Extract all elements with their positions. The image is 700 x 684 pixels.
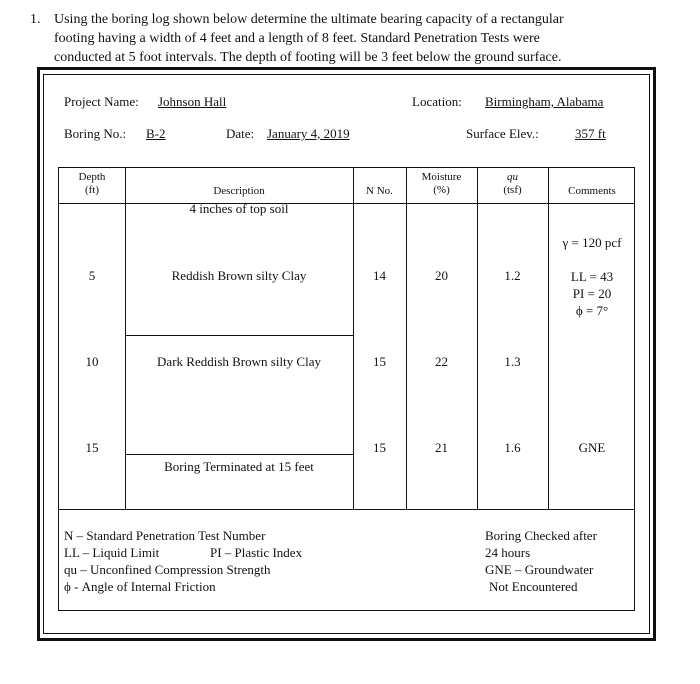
- depth-header-label: Depth: [78, 171, 106, 183]
- n-header: N No.: [366, 185, 393, 197]
- legend-qu: qu – Unconfined Compression Strength: [64, 562, 271, 577]
- row-n: 14: [373, 268, 386, 283]
- project-value: Johnson Hall: [158, 94, 227, 109]
- qu-header-label: qu: [507, 171, 518, 183]
- question-line-3: conducted at 5 foot intervals. The depth of footing will be 3 feet below the ground surface.: [54, 50, 562, 65]
- row-n: 15: [373, 354, 386, 369]
- legend-checked-line-2: 24 hours: [485, 545, 531, 560]
- legend-n: N – Standard Penetration Test Number: [64, 528, 266, 543]
- layer-boundary: [125, 335, 353, 336]
- row-qu: 1.2: [504, 268, 521, 283]
- date-label: Date:: [226, 126, 255, 141]
- comment-friction-angle: ϕ = 7°: [575, 303, 609, 318]
- legend-ll: LL – Liquid Limit: [64, 545, 160, 560]
- question-line-2: footing having a width of 4 feet and a length of 8 feet. Standard Penetration Tests were: [54, 31, 540, 46]
- boring-log-table: [58, 167, 635, 510]
- moisture-header-unit: (%): [433, 184, 450, 196]
- surface-elev-label: Surface Elev.:: [466, 126, 539, 141]
- col-divider: [406, 168, 407, 509]
- comment-liquid-limit: LL = 43: [570, 269, 614, 284]
- project-label: Project Name:: [64, 94, 139, 109]
- topsoil-description: 4 inches of top soil: [189, 201, 289, 216]
- question-number: 1.: [30, 12, 41, 27]
- col-divider: [548, 168, 549, 509]
- question-line-1: Using the boring log shown below determine the ultimate bearing capacity of a rectangular: [54, 12, 564, 27]
- description-header: Description: [213, 185, 265, 197]
- legend-gne-line-1: GNE – Groundwater: [485, 562, 594, 577]
- row-qu: 1.3: [504, 354, 521, 369]
- location-value: Birmingham, Alabama: [485, 94, 604, 109]
- legend-phi: ϕ - Angle of Internal Friction: [64, 579, 216, 594]
- legend-box: [58, 510, 635, 611]
- row-depth: 10: [85, 354, 99, 369]
- date-value: January 4, 2019: [267, 126, 350, 141]
- layer-boundary: [125, 454, 353, 455]
- legend-checked-line-1: Boring Checked after: [485, 528, 597, 543]
- legend-pi: PI – Plastic Index: [210, 545, 303, 560]
- col-divider: [353, 168, 354, 509]
- row-depth: 5: [88, 268, 96, 283]
- qu-header: [477, 171, 548, 197]
- boring-value: B-2: [146, 126, 166, 141]
- depth-header: [59, 171, 125, 197]
- comments-header: Comments: [568, 185, 616, 197]
- row-moisture: 20: [435, 268, 448, 283]
- location-label: Location:: [412, 94, 462, 109]
- col-divider: [125, 168, 126, 509]
- row-qu: 1.6: [504, 440, 521, 455]
- legend-gne-line-2: Not Encountered: [489, 579, 578, 594]
- qu-header-unit: (tsf): [503, 184, 522, 196]
- row-moisture: 21: [435, 440, 448, 455]
- row-depth: 15: [85, 440, 99, 455]
- comment-gne: GNE: [578, 440, 606, 455]
- moisture-header: [406, 171, 477, 197]
- col-divider: [477, 168, 478, 509]
- comment-unit-weight: γ = 120 pcf: [562, 235, 622, 250]
- row-description: Reddish Brown silty Clay: [171, 268, 307, 283]
- boring-terminated-note: Boring Terminated at 15 feet: [164, 459, 314, 474]
- row-moisture: 22: [435, 354, 448, 369]
- row-n: 15: [373, 440, 386, 455]
- moisture-header-label: Moisture: [421, 171, 462, 183]
- comment-plastic-index: PI = 20: [572, 286, 612, 301]
- boring-label: Boring No.:: [64, 126, 127, 141]
- surface-elev-value: 357 ft: [575, 126, 606, 141]
- depth-header-unit: (ft): [84, 184, 100, 196]
- row-description: Dark Reddish Brown silty Clay: [157, 354, 321, 369]
